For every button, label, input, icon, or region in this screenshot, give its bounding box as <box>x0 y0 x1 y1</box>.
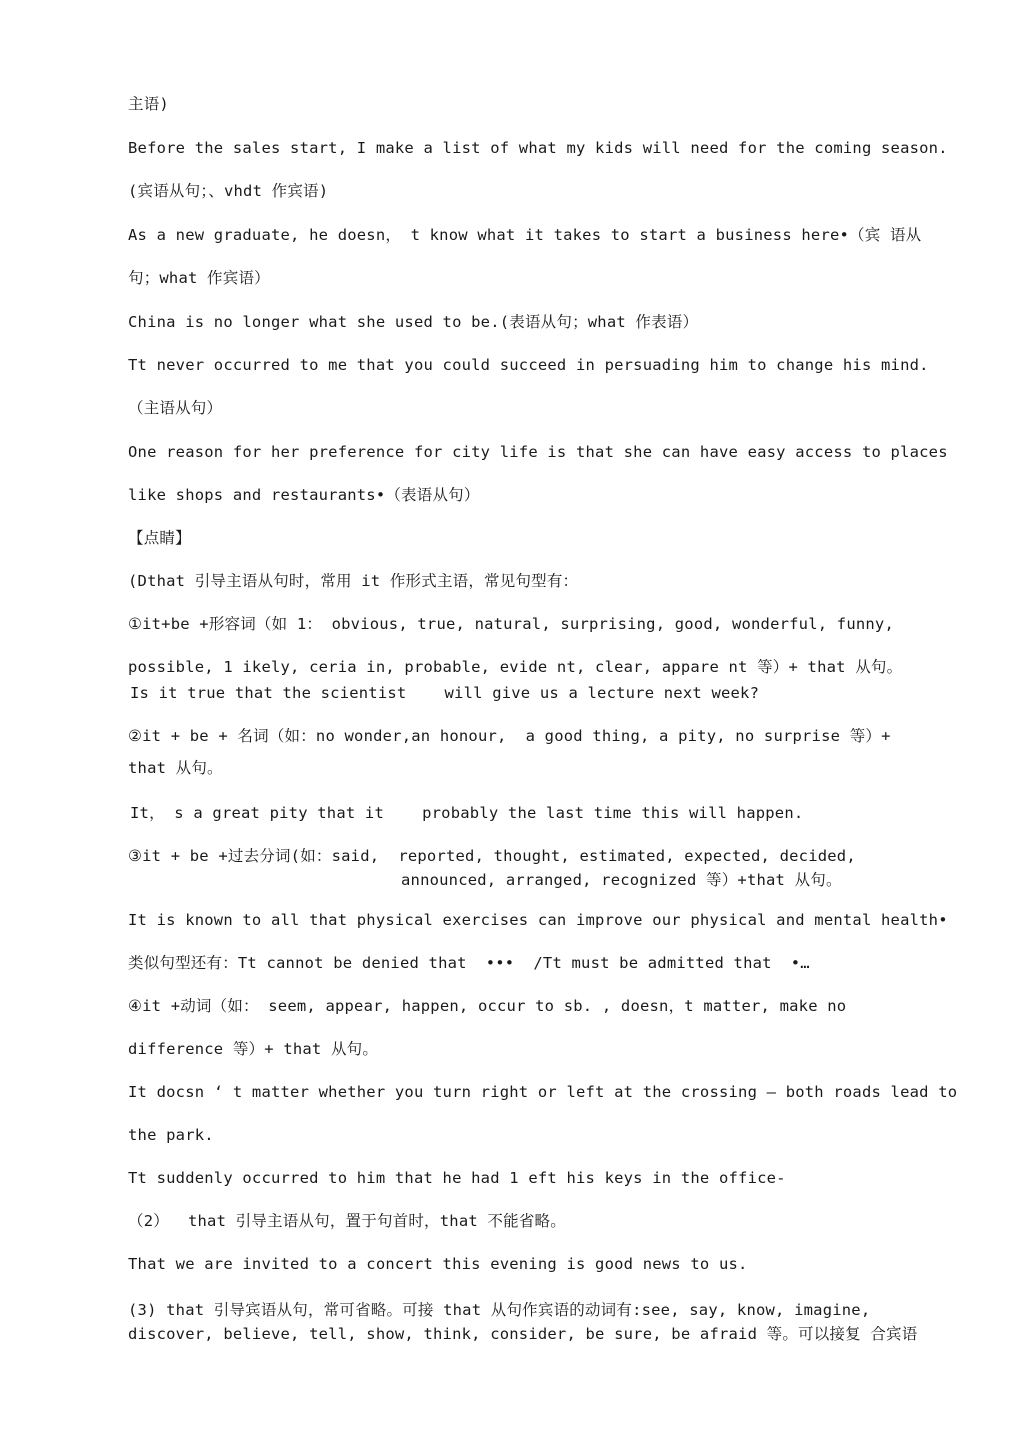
text-line-23: ④it +动词（如： seem, appear, happen, occur to sb. , doesn，t matter, make no <box>128 997 847 1015</box>
text-line-18: It， s a great pity that it probably the last time this will happen. <box>130 804 804 822</box>
text-line-17: that 从句。 <box>128 759 223 777</box>
text-line-22: 类似句型还有：Tt cannot be denied that ••• /Tt must be admitted that •… <box>128 954 810 972</box>
text-line-27: Tt suddenly occurred to him that he had 1 eft his keys in the office- <box>128 1169 786 1187</box>
text-line-29: That we are invited to a concert this evening is good news to us. <box>128 1255 748 1273</box>
text-line-30: (3) that 引导宾语从句，常可省略。可接 that 从句作宾语的动词有:see, say, know, imagine, <box>128 1301 871 1319</box>
text-line-4: As a new graduate, he doesn， t know what it takes to start a business here•（宾 语从 <box>128 226 922 244</box>
text-line-9: One reason for her preference for city life is that she can have easy access to places <box>128 443 948 461</box>
section-heading: 【点睛】 <box>128 529 191 547</box>
text-line-24: difference 等）+ that 从句。 <box>128 1040 379 1058</box>
text-line-19: ③it + be +过去分词(如：said, reported, thought, estimated, expected, decided, <box>128 847 856 865</box>
text-line-3: (宾语从句；、vhdt 作宾语) <box>128 182 329 200</box>
text-line-12: (Dthat 引导主语从句时，常用 it 作形式主语，常见句型有： <box>128 572 579 590</box>
text-line-31: discover, believe, tell, show, think, consider, be sure, be afraid 等。可以接复 合宾语 <box>128 1325 918 1343</box>
text-line-21: It is known to all that physical exercises can improve our physical and mental health• <box>128 911 948 929</box>
text-line-7: Tt never occurred to me that you could succeed in persuading him to change his mind. <box>128 356 929 374</box>
text-line-5: 句；what 作宾语） <box>128 269 270 287</box>
text-line-28: （2） that 引导主语从句，置于句首时，that 不能省略。 <box>128 1212 566 1230</box>
text-line-6: China is no longer what she used to be.(表语从句；what 作表语） <box>128 313 699 331</box>
text-line-14: possible, 1 ikely, ceria in, probable, evide nt, clear, appare nt 等）+ that 从句。 <box>128 658 903 676</box>
text-line-10: like shops and restaurants•（表语从句） <box>128 486 480 504</box>
text-line-26: the park. <box>128 1126 214 1144</box>
text-line-16: ②it + be + 名词（如：no wonder,an honour, a good thing, a pity, no surprise 等）+ <box>128 727 891 745</box>
text-line-20: announced, arranged, recognized 等）+that 从句。 <box>401 871 842 889</box>
text-line-25: It docsn ‘ t matter whether you turn right or left at the crossing — both roads lead to <box>128 1083 958 1101</box>
text-line-2: Before the sales start, I make a list of what my kids will need for the coming season. <box>128 139 948 157</box>
text-line-15: Is it true that the scientist will give us a lecture next week? <box>130 684 760 702</box>
text-line-1: 主语) <box>128 95 169 113</box>
text-line-13: ①it+be +形容词（如 1： obvious, true, natural, surprising, good, wonderful, funny, <box>128 615 894 633</box>
text-line-8: （主语从句） <box>128 399 223 417</box>
